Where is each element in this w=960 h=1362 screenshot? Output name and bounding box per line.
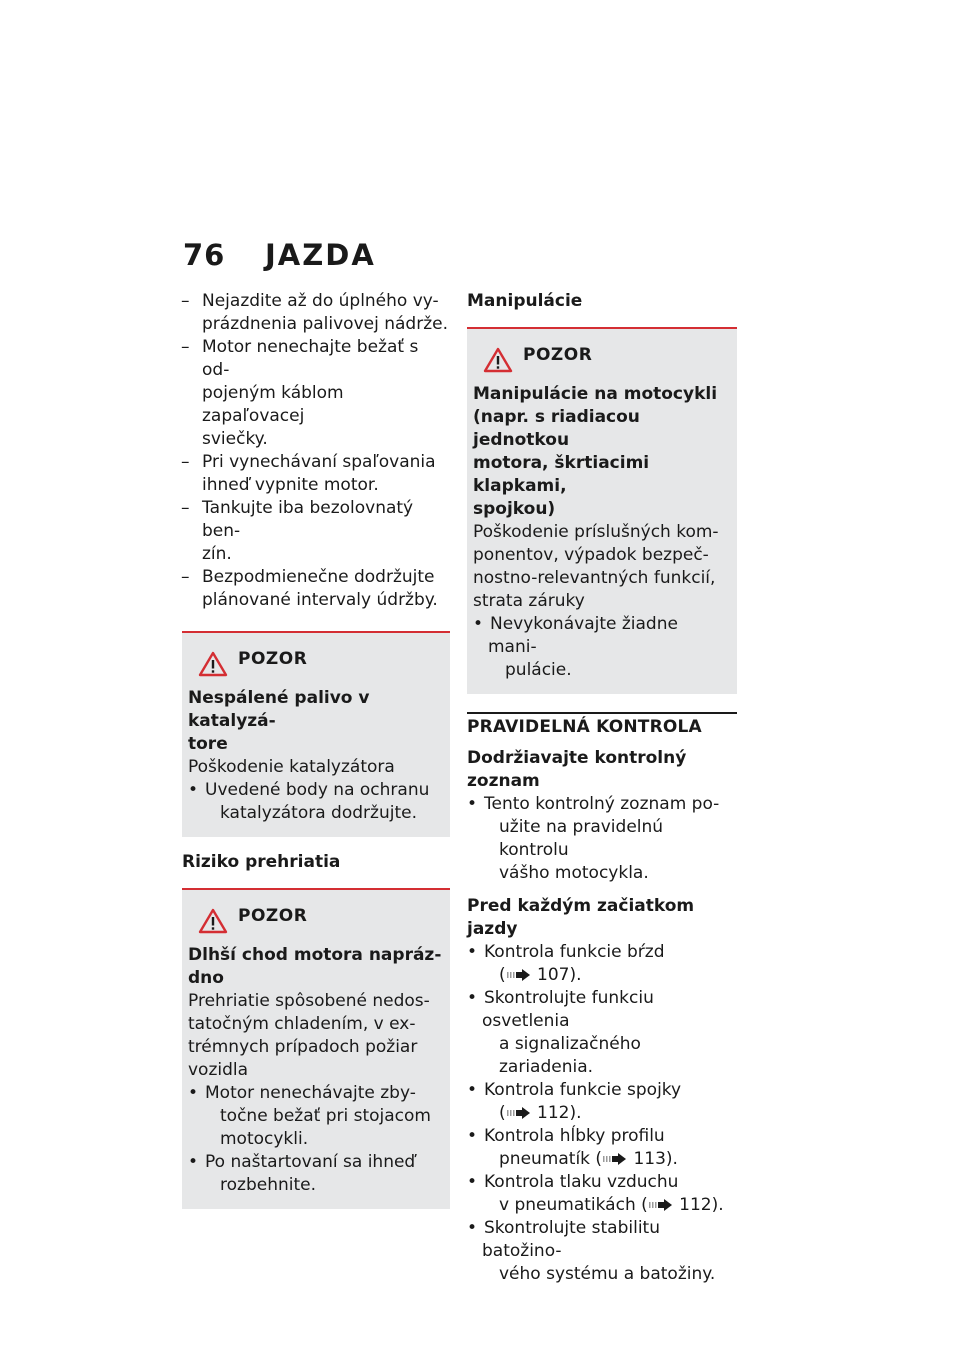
list-item: • Kontrola funkcie bŕzd ( 107). [467,942,665,985]
warning-header [473,343,731,377]
page-reference-arrow-icon [506,969,532,981]
list-item: • Kontrola tlaku vzduchu v pneumatikách ( 112). [467,1172,724,1215]
warning-box-overheating [182,888,450,1209]
warning-label: POZOR [238,649,308,669]
page-title: JAZDA [265,238,376,272]
list-item: • Nevykonávajte žiadne mani- pulácie. [473,614,678,680]
warning-text: Prehriatie spôsobené nedos- tatočným chladením, v ex- trémnych prípadoch požiar vozidla [188,991,430,1080]
warning-title: Dlhší chod motora napráz- dno [188,945,442,988]
checklist [467,941,737,1286]
page-number: 76 [183,238,226,272]
list-item: • Skontrolujte stabilitu batožino- vého systému a batožiny. [467,1218,716,1284]
warning-label: POZOR [238,906,308,926]
warning-title: Manipulácie na motocykli (napr. s riadiacou jednotkou motora, škrtiacimi klapkami, spojkou) [473,384,718,519]
warning-box-manipulation [467,327,737,694]
list-item: • Skontrolujte funkciu osvetlenia a signalizačného zariadenia. [467,988,654,1077]
section-heading: Manipulácie [467,291,583,311]
list-item: • Tento kontrolný zoznam po- užite na pravidelnú kontrolu vášho motocykla. [467,794,720,883]
subsection-heading: Dodržiavajte kontrolný zoznam [467,748,687,791]
list-item: • Uvedené body na ochranu katalyzátora dodržujte. [188,780,430,823]
page-reference[interactable]: 112). [537,1103,582,1123]
list-item: – Bezpodmienečne dodržujte plánované intervaly údržby. [181,567,438,610]
warning-triangle-icon [483,347,513,373]
section-heading-main: PRAVIDELNÁ KONTROLA [467,712,737,737]
list-item: – Tankujte iba bezolovnatý ben- zín. [181,498,414,564]
section-heading: Riziko prehriatia [182,852,341,872]
list-item: • Kontrola hĺbky profilu pneumatík ( 113). [467,1126,678,1169]
warning-text: Poškodenie príslušných kom- ponentov, výpadok bezpeč- nostno-relevantných funkcií, strata záruky [473,522,719,611]
page-reference-arrow-icon [506,1107,532,1119]
subsection-heading: Pred každým začiatkom jazdy [467,896,695,939]
page-reference[interactable]: 112). [679,1195,724,1215]
warning-triangle-icon [198,651,228,677]
list-item: – Motor nenechajte bežať s od- pojeným káblom zapaľovacej sviečky. [181,337,419,449]
warning-header [188,647,444,681]
list-item: – Nejazdite až do úplného vy- prázdnenia palivovej nádrže. [181,291,448,334]
page-reference[interactable]: 113). [633,1149,678,1169]
page-reference[interactable]: 107). [537,965,582,985]
page-reference-arrow-icon [648,1199,674,1211]
warning-text: Poškodenie katalyzátora [188,757,395,777]
page-reference-arrow-icon [602,1153,628,1165]
list-item: – Pri vynechávaní spaľovania ihneď vypnite motor. [181,452,436,495]
list-item: • Po naštartovaní sa ihneď rozbehnite. [188,1152,416,1195]
dash-list [182,290,450,612]
warning-label: POZOR [523,345,593,365]
warning-triangle-icon [198,908,228,934]
warning-title: Nespálené palivo v katalyzá- tore [188,688,370,754]
left-column [182,290,450,1209]
list-item: • Kontrola funkcie spojky ( 112). [467,1080,682,1123]
right-column [467,290,737,1286]
list-item: • Motor nenechávajte zby- točne bežať pri stojacom motocykli. [188,1083,431,1149]
warning-header [188,904,444,938]
warning-box-catalyst [182,631,450,837]
